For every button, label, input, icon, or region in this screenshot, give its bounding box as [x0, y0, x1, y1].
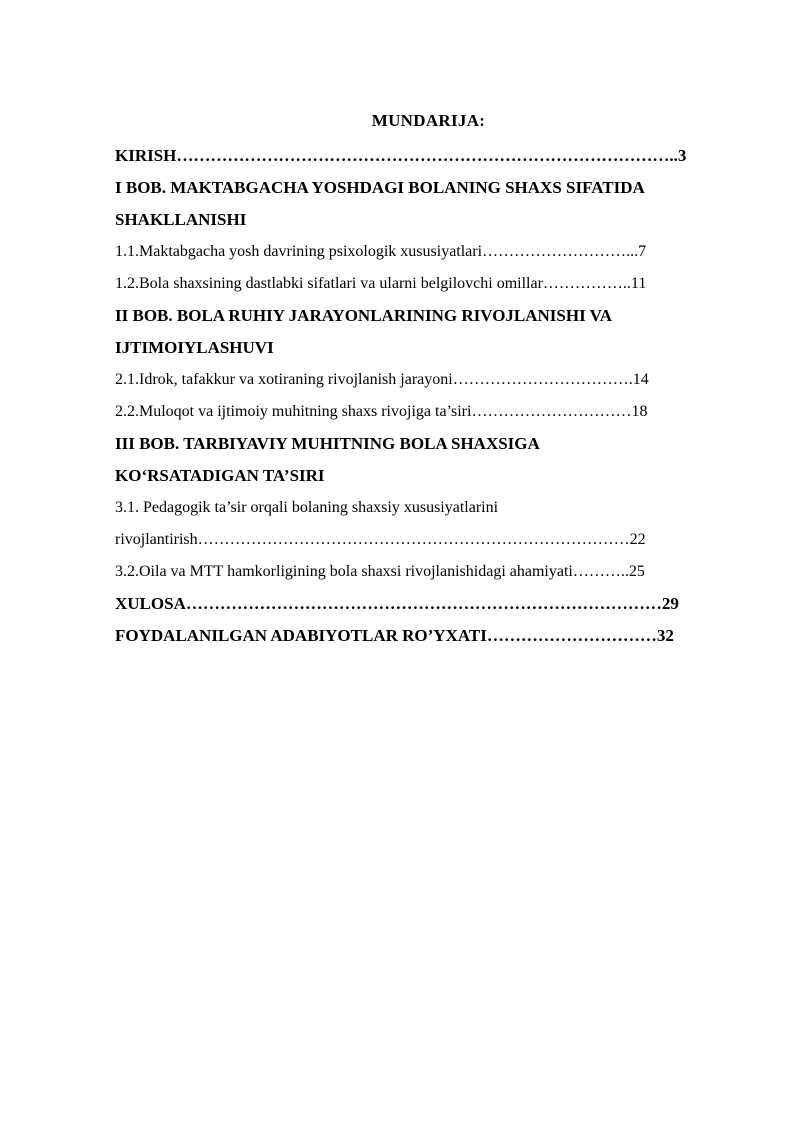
toc-entry-label: 1.2.Bola shaxsining dastlabki sifatlari va ularni belgilovchi omillar [115, 275, 543, 292]
toc-dot-leader: ……………………………………………………………………… [197, 531, 630, 548]
table-of-contents [115, 140, 742, 652]
toc-heading-chapter-1-line-1 [115, 172, 742, 204]
toc-dot-leader: ……………………………. [452, 371, 633, 388]
toc-entry-3-1-line-2 [115, 524, 742, 556]
toc-page-number: 18 [631, 403, 648, 420]
toc-page-number: 7 [638, 243, 647, 260]
toc-entry-label: IJTIMOIYLASHUVI [115, 338, 274, 357]
toc-dot-leader: …………….. [542, 275, 631, 292]
toc-entry-label: KO‘RSATADIGAN TA’SIRI [115, 466, 325, 485]
toc-entry-3-2 [115, 556, 742, 588]
toc-page-number: 22 [629, 531, 646, 548]
toc-entry-label: KIRISH [115, 146, 177, 165]
toc-page-number: 29 [661, 594, 679, 613]
toc-entry-label: II BOB. BOLA RUHIY JARAYONLARINING RIVOJLANISHI VA [115, 306, 613, 325]
toc-entry-1-2 [115, 268, 742, 300]
toc-dot-leader: ………………………... [482, 243, 639, 260]
toc-title: MUNDARIJA: [371, 111, 486, 130]
toc-entry-label: 3.2.Oila va MTT hamkorligining bola shaxsi rivojlanishidagi ahamiyati [115, 563, 573, 580]
toc-entry-label: I BOB. MAKTABGACHA YOSHDAGI BOLANING SHAXS SIFATIDA [115, 178, 645, 197]
toc-page-number: 32 [656, 626, 674, 645]
toc-entry-kirish [115, 140, 742, 172]
toc-entry-label: 1.1.Maktabgacha yosh davrining psixologik xususiyatlari [115, 243, 483, 260]
toc-entry-3-1-line-1 [115, 492, 742, 524]
toc-page-number: 25 [628, 563, 645, 580]
toc-entry-1-1 [115, 236, 742, 268]
toc-entry-label: 3.1. Pedagogik ta’sir orqali bolaning shaxsiy xususiyatlarini [115, 499, 499, 516]
toc-dot-leader: …………………………………………………………………………….. [176, 146, 678, 165]
toc-page-number: 3 [677, 146, 687, 165]
toc-entry-2-1 [115, 364, 742, 396]
toc-entry-xulosa [115, 588, 742, 620]
toc-dot-leader: ……….. [572, 563, 629, 580]
toc-entry-label: XULOSA [115, 594, 186, 613]
toc-entry-label: FOYDALANILGAN ADABIYOTLAR RO’YXATI [115, 626, 487, 645]
toc-entry-label: rivojlantirish [115, 531, 198, 548]
toc-heading-chapter-3-line-2 [115, 460, 742, 492]
toc-page-number: 14 [632, 371, 649, 388]
toc-heading-chapter-2-line-2 [115, 332, 742, 364]
toc-entry-references [115, 620, 742, 652]
toc-entry-label: 2.2.Muloqot va ijtimoiy muhitning shaxs rivojiga ta’siri [115, 403, 472, 420]
toc-entry-label: SHAKLLANISHI [115, 210, 247, 229]
toc-entry-label: 2.1.Idrok, tafakkur va xotiraning rivojlanish jarayoni [115, 371, 453, 388]
toc-heading-chapter-2-line-1 [115, 300, 742, 332]
toc-heading-chapter-3-line-1 [115, 428, 742, 460]
toc-entry-label: III BOB. TARBIYAVIY MUHITNING BOLA SHAXSIGA [115, 434, 540, 453]
toc-entry-2-2 [115, 396, 742, 428]
toc-dot-leader: ………………………………………………………………………… [185, 594, 662, 613]
toc-dot-leader: ………………………… [486, 626, 657, 645]
toc-heading-chapter-1-line-2 [115, 204, 742, 236]
toc-dot-leader: ………………………… [471, 403, 632, 420]
toc-page-number: 11 [630, 275, 647, 292]
